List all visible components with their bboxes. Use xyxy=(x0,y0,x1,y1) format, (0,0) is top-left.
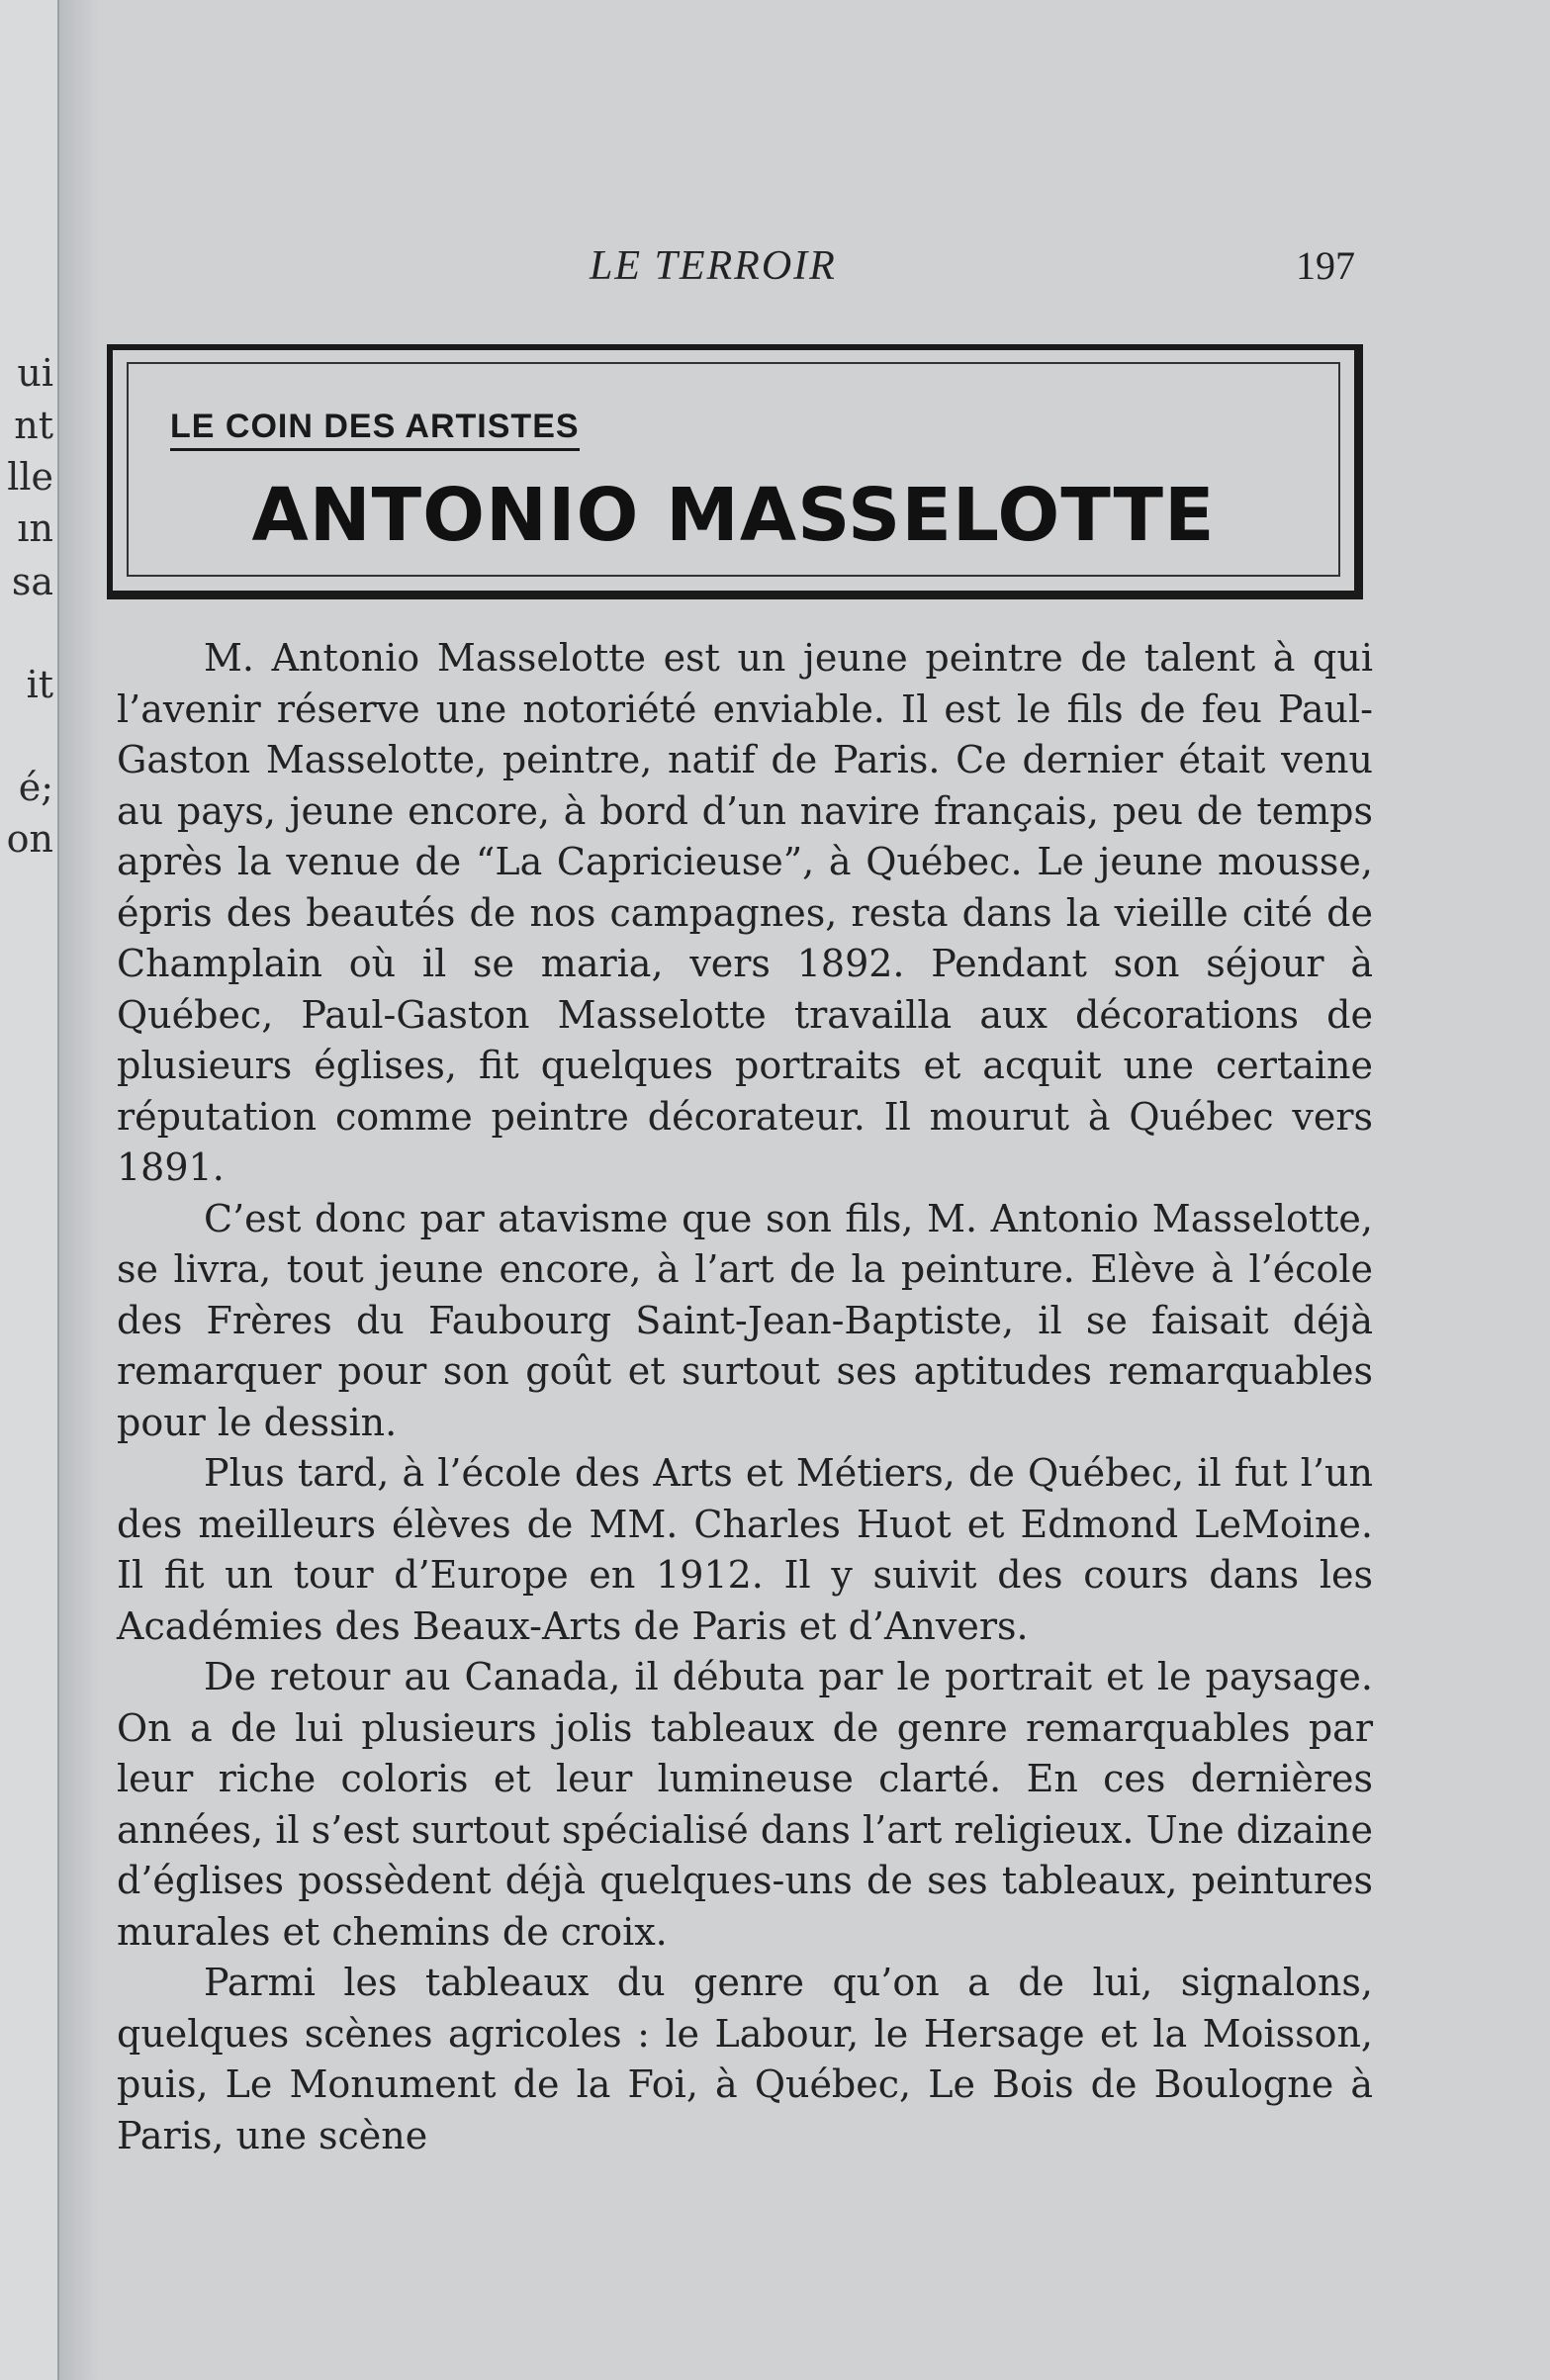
body-paragraph: De retour au Canada, il débuta par le portrait et le paysage. On a de lui plusieurs jolis tableaux de genre remarquables par leur riche coloris et leur lumineuse clarté. En ces dernières années, il s’est surtout spécialisé dans l’art religieux. Une dizaine d’églises possèdent déjà quelques-uns de ses tableaux, peintures murales et chemins de croix. xyxy=(117,1655,1373,1954)
article-title: ANTONIO MASSELOTTE xyxy=(251,473,1216,558)
previous-page-fragment: nt xyxy=(14,404,53,447)
body-paragraph: Plus tard, à l’école des Arts et Métiers, de Québec, il fut l’un des meilleurs élèves de MM. Charles Huot et Edmond LeMoine. Il fit un tour d’Europe en 1912. Il y suivit des cours dans les Académies des Beaux-Arts de Paris et d’Anvers. xyxy=(117,1451,1373,1648)
article-header-box xyxy=(107,344,1363,599)
previous-page-fragment: é; xyxy=(18,766,53,809)
previous-page-fragment: on xyxy=(6,817,53,861)
section-label: LE COIN DES ARTISTES xyxy=(170,408,580,451)
journal-title: LE TERROIR xyxy=(590,243,837,289)
running-head xyxy=(0,242,1550,292)
book-gutter-shadow xyxy=(59,0,99,2380)
body-paragraph: C’est donc par atavisme que son fils, M. Antonio Masselotte, se livra, tout jeune encore, à l’art de la peinture. Elève à l’école des Frères du Faubourg Saint-Jean-Baptiste, il se faisait déjà remarquer pour son goût et surtout ses aptitudes remarquables pour le dessin. xyxy=(117,1196,1373,1444)
page-number: 197 xyxy=(1296,243,1355,288)
previous-page-fragment: sa xyxy=(11,560,53,603)
previous-page-fragment: it xyxy=(26,663,53,706)
body-paragraph: M. Antonio Masselotte est un jeune peintre de talent à qui l’avenir réserve une notoriété enviable. Il est le fils de feu Paul-Gaston Masselotte, peintre, natif de Paris. Ce dernier était venu au pays, jeune encore, à bord d’un navire français, peu de temps après la venue de “La Capricieuse”, à Québec. Le jeune mousse, épris des beautés de nos campagnes, resta dans la vieille cité de Champlain où il se maria, vers 1892. Pendant son séjour à Québec, Paul-Gaston Masselotte travailla aux décorations de plusieurs églises, fit quelques portraits et acquit une certaine réputation comme peintre décorateur. Il mourut à Québec vers 1891. xyxy=(117,636,1373,1189)
previous-page-fragment: lle xyxy=(7,455,53,499)
article-header-inner-frame xyxy=(127,362,1340,577)
article-body xyxy=(117,633,1373,2161)
previous-page-fragment: ın xyxy=(17,506,53,550)
body-paragraph: Parmi les tableaux du genre qu’on a de lui, signalons, quelques scènes agricoles : le Labour, le Hersage et la Moisson, puis, Le Monument de la Foi, à Québec, Le Bois de Boulogne à Paris, une scène xyxy=(117,1961,1373,2157)
previous-page-fragment: ui xyxy=(17,351,53,395)
previous-page-edge xyxy=(0,0,59,2380)
